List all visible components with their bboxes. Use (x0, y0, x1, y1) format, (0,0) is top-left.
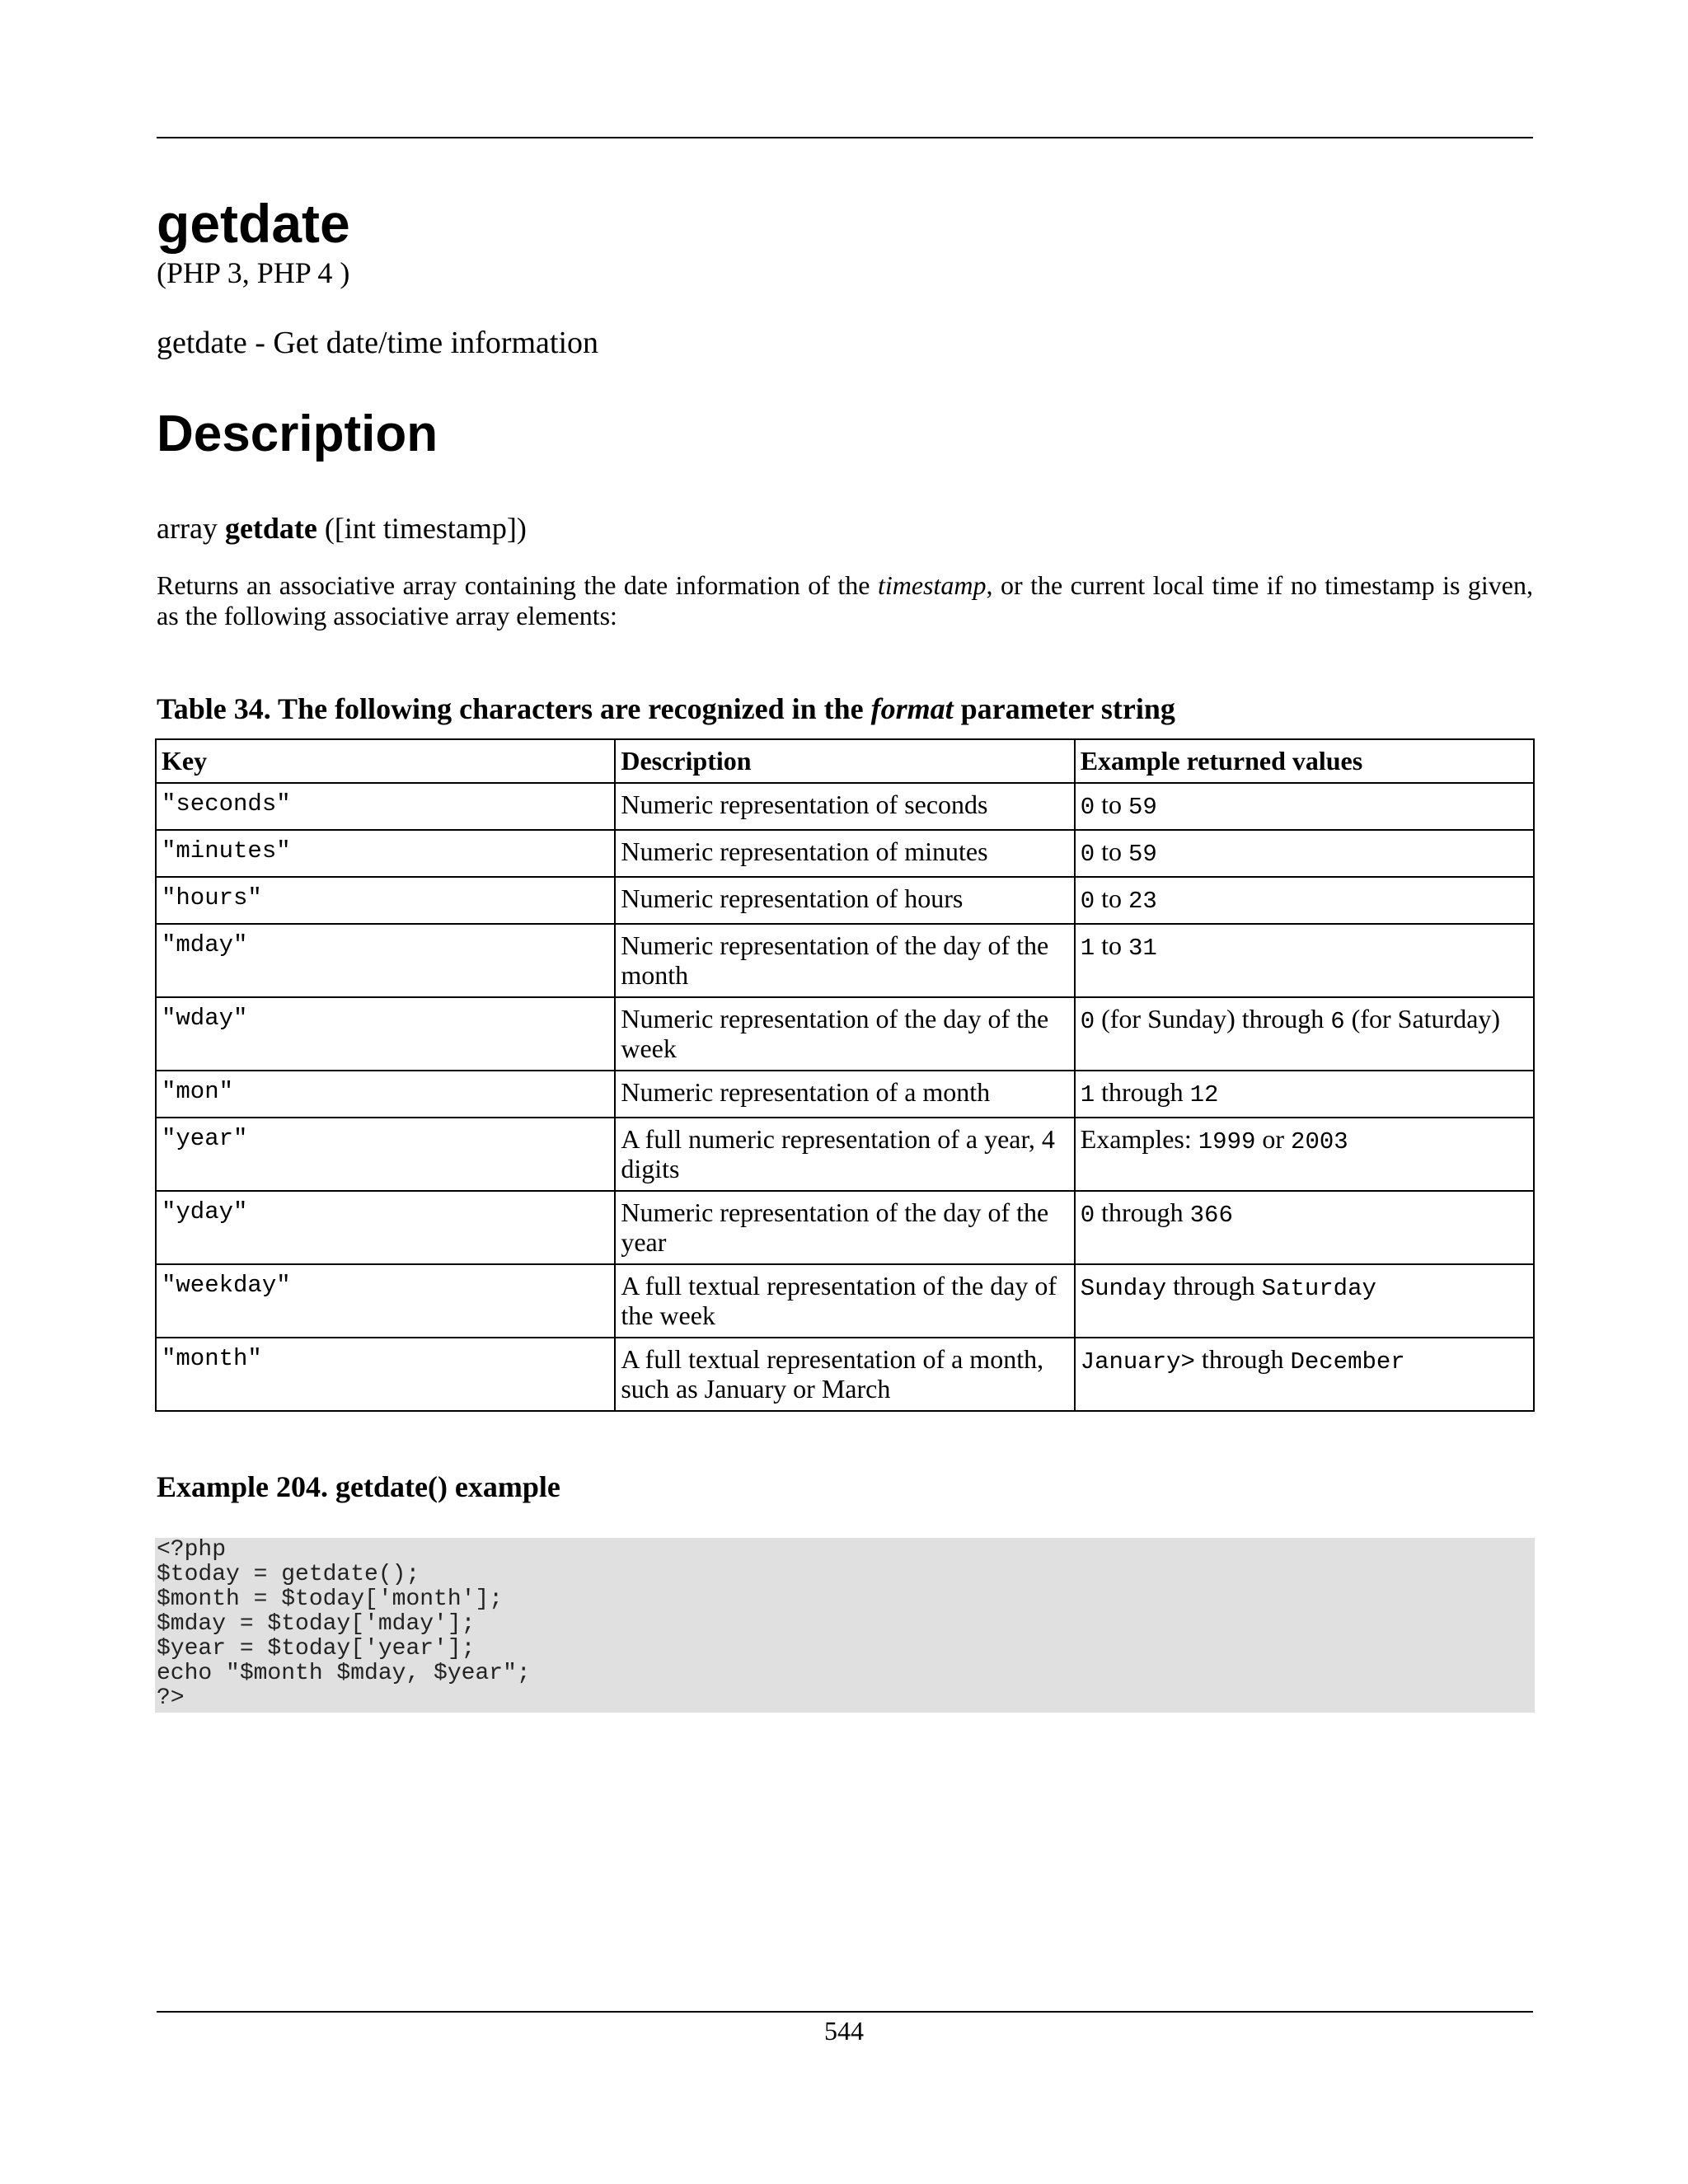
description-emphasis: timestamp (877, 570, 987, 600)
example-cell (1075, 997, 1534, 1071)
function-title: getdate (157, 193, 350, 254)
signature-params: ([int timestamp]) (324, 512, 527, 545)
example-text: to (1095, 883, 1128, 913)
table-row (156, 1118, 1534, 1191)
example-title: Example 204. getdate() example (157, 1470, 560, 1503)
example-cell (1075, 877, 1534, 924)
example-code: 59 (1128, 794, 1157, 821)
example-code: 12 (1189, 1081, 1219, 1108)
table-header-row (156, 739, 1534, 783)
example-cell (1075, 783, 1534, 830)
footer-rule (157, 2011, 1533, 2013)
function-purpose: getdate - Get date/time information (157, 326, 599, 360)
table-row (156, 1071, 1534, 1118)
example-code: 0 (1080, 794, 1095, 821)
code-line: <?php (157, 1537, 227, 1563)
table-row (156, 783, 1534, 830)
key-cell: "yday" (156, 1191, 615, 1264)
table-row (156, 997, 1534, 1071)
table-row (156, 830, 1534, 877)
header-rule (157, 137, 1533, 138)
table-row (156, 924, 1534, 997)
key-cell: "hours" (156, 877, 615, 924)
table-row (156, 877, 1534, 924)
example-text: through (1095, 1197, 1190, 1227)
description-cell: A full textual representation of a month, such as January or March (615, 1338, 1074, 1411)
example-code: 2003 (1291, 1128, 1348, 1155)
code-block (155, 1538, 1535, 1713)
example-text: to (1095, 790, 1128, 819)
description-cell: Numeric representation of a month (615, 1071, 1074, 1118)
example-text: through (1095, 1077, 1190, 1107)
code-line: $mday = $today['mday']; (157, 1611, 476, 1637)
example-code: 23 (1128, 888, 1157, 915)
example-cell (1075, 1118, 1534, 1191)
signature-return-type: array (157, 512, 218, 545)
page-number: 544 (824, 2016, 864, 2046)
key-cell: "weekday" (156, 1264, 615, 1338)
example-text: to (1095, 837, 1128, 866)
example-text: (for Sunday) through (1095, 1004, 1331, 1033)
code-line: ?> (157, 1685, 185, 1711)
key-cell: "month" (156, 1338, 615, 1411)
description-cell: Numeric representation of the day of the week (615, 997, 1074, 1071)
example-text: through (1194, 1344, 1291, 1374)
example-text: Examples: (1080, 1124, 1198, 1154)
header-example: Example returned values (1075, 739, 1534, 783)
example-cell (1075, 1264, 1534, 1338)
description-cell: Numeric representation of minutes (615, 830, 1074, 877)
example-text: (for Saturday) (1344, 1004, 1501, 1033)
example-code: 31 (1128, 935, 1157, 962)
example-cell (1075, 1191, 1534, 1264)
key-cell: "year" (156, 1118, 615, 1191)
code-line: echo "$month $mday, $year"; (157, 1661, 531, 1686)
code-line: $today = getdate(); (157, 1562, 420, 1587)
function-signature (157, 511, 527, 546)
example-cell (1075, 924, 1534, 997)
example-code: 1 (1080, 1081, 1095, 1108)
php-versions: (PHP 3, PHP 4 ) (157, 256, 350, 289)
example-code: Sunday (1080, 1275, 1167, 1302)
description-cell: A full numeric representation of a year, 4 digits (615, 1118, 1074, 1191)
example-code: 6 (1330, 1008, 1345, 1035)
table-row (156, 1191, 1534, 1264)
array-keys-table (155, 738, 1535, 1412)
code-line: $month = $today['month']; (157, 1586, 504, 1612)
example-text: through (1166, 1271, 1262, 1301)
description-text-start: Returns an associative array containing the date information of the (157, 570, 878, 600)
example-code: Saturday (1261, 1275, 1376, 1302)
table-row (156, 1338, 1534, 1411)
example-code: 366 (1189, 1202, 1233, 1229)
key-cell: "seconds" (156, 783, 615, 830)
caption-text-end: parameter string (953, 692, 1175, 725)
example-code: 1999 (1198, 1128, 1256, 1155)
description-cell: Numeric representation of hours (615, 877, 1074, 924)
example-code: 0 (1080, 1202, 1095, 1229)
example-code: 0 (1080, 841, 1095, 868)
description-cell: Numeric representation of the day of the year (615, 1191, 1074, 1264)
example-code: 0 (1080, 888, 1095, 915)
code-line: $year = $today['year']; (157, 1636, 476, 1661)
example-code: 59 (1128, 841, 1157, 868)
description-heading: Description (157, 405, 438, 462)
example-code: 1 (1080, 935, 1095, 962)
caption-emphasis: format (870, 692, 954, 725)
description-cell: Numeric representation of the day of the month (615, 924, 1074, 997)
description-paragraph (157, 570, 1533, 631)
example-code: December (1290, 1348, 1405, 1376)
description-text-end: , or the current local time if no timestamp is given, as the following associative array elements: (157, 570, 1534, 630)
example-cell (1075, 1338, 1534, 1411)
table-row (156, 1264, 1534, 1338)
example-code: 0 (1080, 1008, 1095, 1035)
description-cell: A full textual representation of the day of the week (615, 1264, 1074, 1338)
key-cell: "minutes" (156, 830, 615, 877)
caption-text-start: Table 34. The following characters are recognized in the (157, 692, 871, 725)
signature-function-name: getdate (224, 512, 317, 545)
header-key: Key (156, 739, 615, 783)
key-cell: "mon" (156, 1071, 615, 1118)
example-cell (1075, 1071, 1534, 1118)
example-cell (1075, 830, 1534, 877)
table-body (156, 783, 1534, 1411)
example-text: to (1095, 930, 1128, 960)
example-text: or (1255, 1124, 1292, 1154)
key-cell: "mday" (156, 924, 615, 997)
description-cell: Numeric representation of seconds (615, 783, 1074, 830)
example-code: January> (1080, 1348, 1195, 1376)
header-description: Description (615, 739, 1074, 783)
key-cell: "wday" (156, 997, 615, 1071)
table-caption (157, 691, 1175, 727)
